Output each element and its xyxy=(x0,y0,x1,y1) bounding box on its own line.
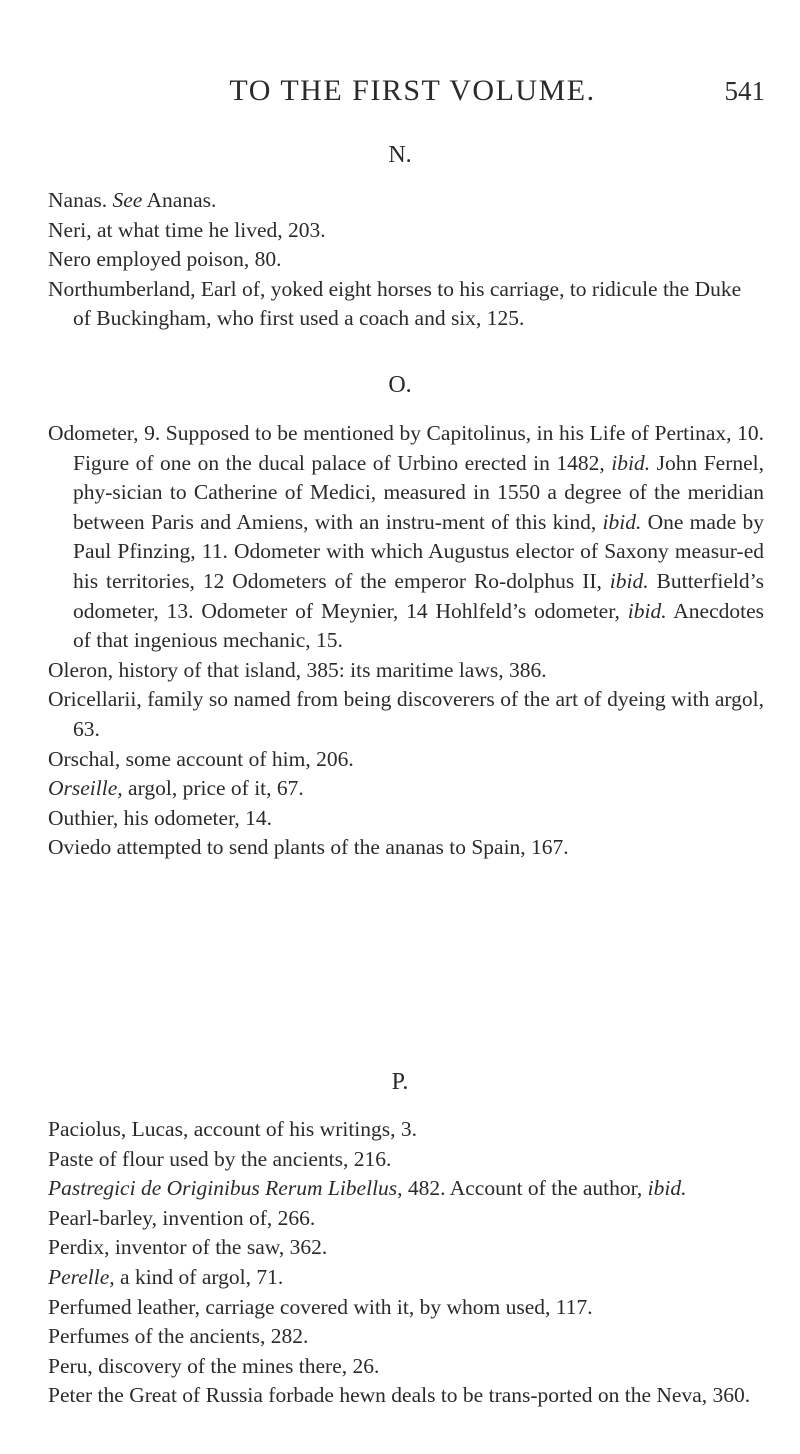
entry-text: Odometer, 9. Supposed to be mentioned by Capitolinus, in his Life of Pertinax, 10. Figure of one on the ducal palace of Urbino erected in 1482, xyxy=(48,421,764,475)
index-entry xyxy=(48,186,764,216)
entry-text: Nanas. xyxy=(48,188,113,212)
entry-text: Perdix, inventor of the saw, 362. xyxy=(48,1235,328,1260)
index-entry xyxy=(48,1263,764,1293)
entry-italic-text: ibid. xyxy=(647,1176,687,1201)
entry-italic-text: Perelle, xyxy=(48,1264,115,1289)
index-entry xyxy=(48,216,764,246)
section-o-entries xyxy=(48,419,764,863)
page-number: 541 xyxy=(724,76,765,106)
section-letter-p: P. xyxy=(391,1069,409,1095)
index-entry xyxy=(48,419,764,656)
index-entry xyxy=(48,1174,764,1204)
index-entry xyxy=(48,1322,764,1352)
running-title: TO THE FIRST VOLUME. xyxy=(229,74,596,107)
entry-text: Perfumed leather, carriage covered with it, by whom used, 117. xyxy=(48,1294,593,1319)
index-entry xyxy=(48,1115,764,1145)
index-entry xyxy=(48,1381,764,1411)
section-letter-n: N. xyxy=(388,142,412,168)
index-entry xyxy=(48,656,764,686)
index-entry xyxy=(48,774,764,804)
entry-text: Neri, at what time he lived, 203. xyxy=(48,217,326,242)
index-entry xyxy=(48,1293,764,1323)
section-letter-o: O. xyxy=(388,372,412,398)
entry-text: Paciolus, Lucas, account of his writings, 3. xyxy=(48,1117,418,1141)
entry-italic-text: Pastregici de Originibus Rerum Libellus, xyxy=(48,1176,403,1201)
entry-text: Anecdotes of that ingenious mechanic, 15. xyxy=(73,598,765,653)
entry-italic-text: See xyxy=(112,188,143,212)
entry-text: Peru, discovery of the mines there, 26. xyxy=(48,1353,380,1378)
index-entry xyxy=(48,1145,764,1175)
section-n-entries xyxy=(48,186,764,334)
entry-text: Northumberland, Earl of, yoked eight horses to his carriage, to ridicule the Duke of Buckingham, who first used a coach and six, 125. xyxy=(48,276,742,331)
section-p-entries xyxy=(48,1115,764,1411)
index-entry xyxy=(48,275,764,334)
entry-italic-text: ibid. xyxy=(609,568,649,593)
entry-text: Nero employed poison, 80. xyxy=(48,247,282,272)
entry-text: Oricellarii, family so named from being discoverers of the art of dyeing with argol, 63. xyxy=(48,687,764,741)
index-entry xyxy=(48,804,764,834)
entry-text: Pearl-barley, invention of, 266. xyxy=(48,1205,316,1230)
entry-text: Butterfield’s odometer, 13. Odometer of Meynier, 14 Hohlfeld’s odometer, xyxy=(73,568,765,623)
index-entry xyxy=(48,833,764,863)
entry-italic-text: Orseille, xyxy=(48,776,123,801)
entry-text: Paste of flour used by the ancients, 216. xyxy=(48,1146,392,1171)
entry-italic-text: ibid. xyxy=(627,598,667,623)
entry-text: One made by Paul Pfinzing, 11. Odometer with which Augustus elector of Saxony measur-ed his territories, 12 Odometers of the emperor Ro-dolphus II, xyxy=(73,509,764,593)
entry-text: Oviedo attempted to send plants of the ananas to Spain, 167. xyxy=(48,835,569,860)
entry-text: John Fernel, phy-sician to Catherine of Medici, measured in 1550 a degree of the meridian between Paris and Amiens, with an instru-ment of this kind, xyxy=(73,450,764,534)
entry-text: Perfumes of the ancients, 282. xyxy=(48,1324,309,1349)
entry-text: 482. Account of the author, xyxy=(402,1176,648,1201)
index-entry xyxy=(48,745,764,775)
entry-text: argol, price of it, 67. xyxy=(122,776,304,801)
index-entry xyxy=(48,1352,764,1382)
index-entry xyxy=(48,1233,764,1263)
entry-text: a kind of argol, 71. xyxy=(114,1264,284,1289)
entry-text: Orschal, some account of him, 206. xyxy=(48,746,354,771)
entry-text: Oleron, history of that island, 385: its maritime laws, 386. xyxy=(48,657,547,682)
entry-text: Peter the Great of Russia forbade hewn deals to be trans-ported on the Neva, 360. xyxy=(48,1383,751,1408)
entry-italic-text: ibid. xyxy=(611,450,651,475)
entry-text: Ananas. xyxy=(142,188,217,212)
index-entry xyxy=(48,1204,764,1234)
index-entry xyxy=(48,685,764,744)
entry-text: Outhier, his odometer, 14. xyxy=(48,805,272,830)
entry-italic-text: ibid. xyxy=(602,509,642,534)
index-entry xyxy=(48,245,764,275)
